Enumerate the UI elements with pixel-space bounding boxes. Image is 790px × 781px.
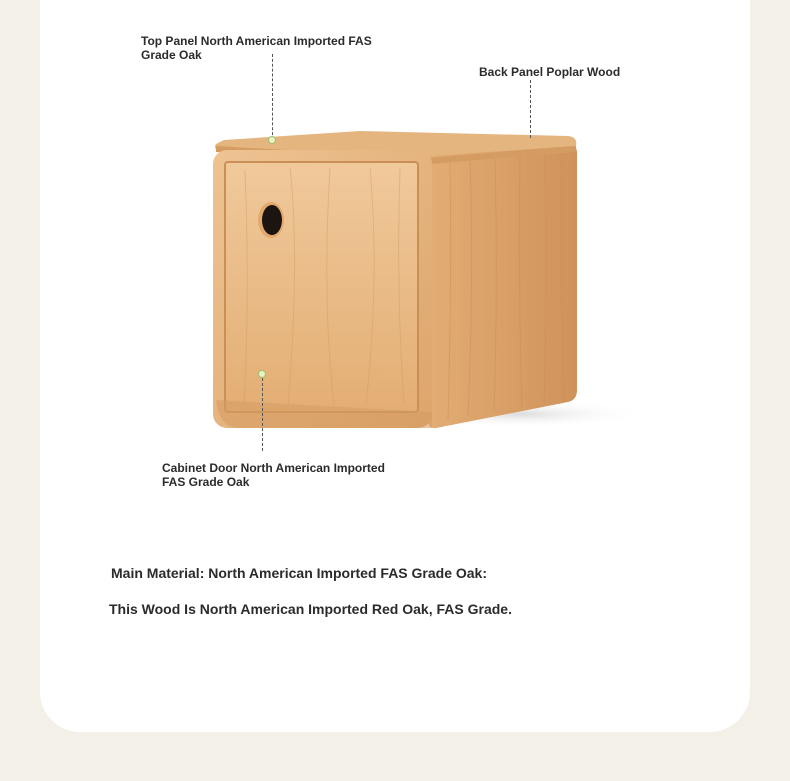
main-material-text: Main Material: North American Imported FAS Grade Oak: [111,565,488,581]
back-panel-callout: Back Panel Poplar Wood [479,65,621,79]
top-panel-marker [268,136,276,144]
back-panel-leader [530,80,531,138]
cabinet-door-callout: Cabinet Door North American Imported FAS Grade Oak [162,461,385,489]
cabinet-door-leader [262,378,263,451]
top-panel-leader [272,54,273,140]
top-panel-callout: Top Panel North American Imported FAS Grade Oak [141,34,372,62]
wood-note-text: This Wood Is North American Imported Red Oak, FAS Grade. [109,601,512,617]
cabinet-door [225,162,418,412]
cabinet-door-marker [258,370,266,378]
